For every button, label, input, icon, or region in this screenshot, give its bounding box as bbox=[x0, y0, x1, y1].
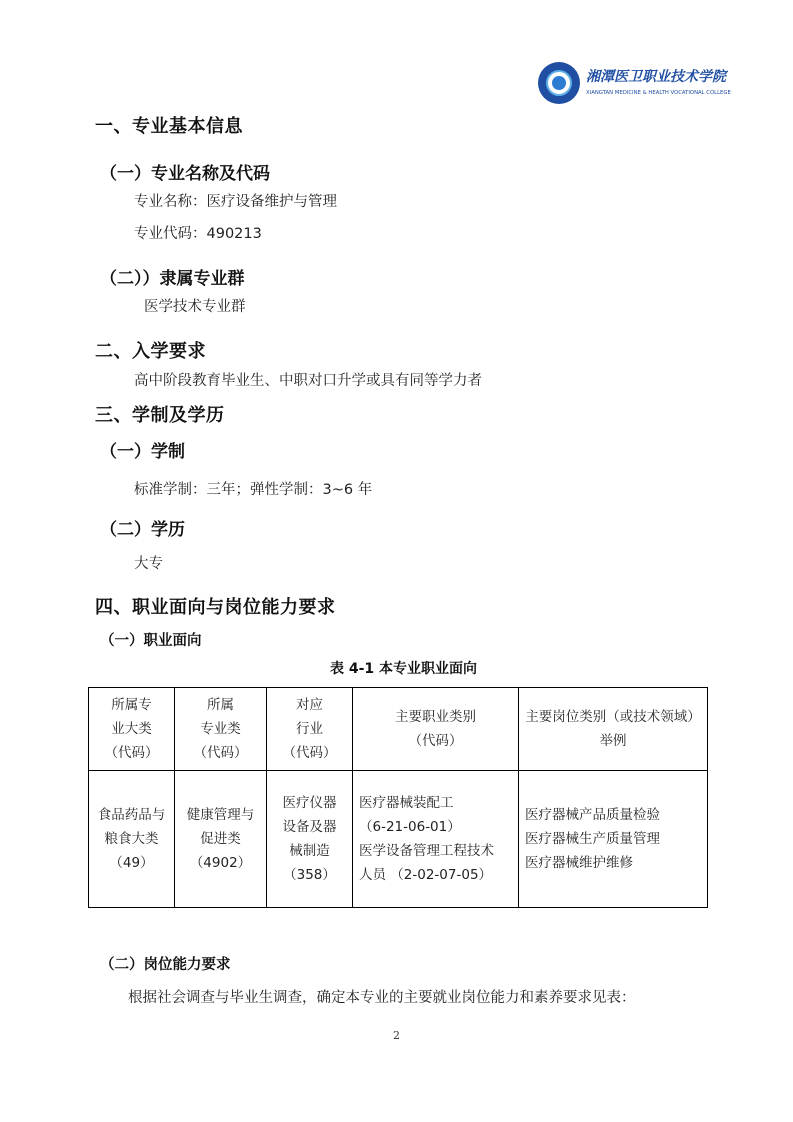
major-code: 专业代码：490213 bbox=[134, 226, 262, 242]
logo-name-en: XIANGTAN MEDICINE & HEALTH VOCATIONAL COLLEGE bbox=[586, 90, 731, 96]
section-4-1-heading: （一）职业面向 bbox=[100, 633, 202, 649]
table-header-row bbox=[89, 688, 708, 771]
section-4-2-heading: （二）岗位能力要求 bbox=[100, 957, 231, 973]
table-row bbox=[89, 771, 708, 908]
table-cell: 医疗器械产品质量检验 医疗器械生产质量管理 医疗器械维护维修 bbox=[519, 771, 708, 908]
page-number: 2 bbox=[393, 1029, 400, 1042]
header-cell: 主要岗位类别（或技术领域） 举例 bbox=[519, 688, 708, 771]
section-4-heading: 四、职业面向与岗位能力要求 bbox=[95, 597, 336, 618]
major-name: 专业名称：医疗设备维护与管理 bbox=[134, 194, 337, 210]
study-length: 标准学制：三年；弹性学制：3~6 年 bbox=[134, 482, 373, 498]
college-logo bbox=[538, 58, 731, 108]
section-4-2-text: 根据社会调查与毕业生调查，确定本专业的主要就业岗位能力和素养要求见表： bbox=[128, 990, 636, 1006]
section-1-2-heading: （二））隶属专业群 bbox=[100, 269, 245, 289]
section-3-heading: 三、学制及学历 bbox=[95, 405, 225, 426]
section-1-1-heading: （一）专业名称及代码 bbox=[100, 164, 270, 184]
career-orientation-table bbox=[88, 687, 708, 908]
college-emblem-icon bbox=[538, 62, 580, 104]
header-cell: 主要职业类别 （代码） bbox=[353, 688, 519, 771]
table-cell: 医疗仪器 设备及器 械制造 （358） bbox=[267, 771, 353, 908]
header-cell: 对应 行业 （代码） bbox=[267, 688, 353, 771]
section-1-heading: 一、专业基本信息 bbox=[95, 116, 243, 137]
admission-requirement: 高中阶段教育毕业生、中职对口升学或具有同等学力者 bbox=[134, 373, 482, 389]
header-cell: 所属专 业大类 （代码） bbox=[89, 688, 175, 771]
major-group: 医学技术专业群 bbox=[144, 299, 246, 315]
section-3-1-heading: （一）学制 bbox=[100, 442, 185, 462]
degree: 大专 bbox=[134, 556, 163, 572]
section-2-heading: 二、入学要求 bbox=[95, 341, 206, 362]
section-3-2-heading: （二）学历 bbox=[100, 520, 185, 540]
table-cell: 食品药品与 粮食大类 （49） bbox=[89, 771, 175, 908]
table-cell: 健康管理与 促进类 （4902） bbox=[175, 771, 267, 908]
table-cell: 医疗器械装配工 （6-21-06-01） 医学设备管理工程技术 人员 （2-02-07-05） bbox=[353, 771, 519, 908]
logo-name-cn: 湘潭医卫职业技术学院 bbox=[586, 69, 726, 85]
table-caption: 表 4-1 本专业职业面向 bbox=[330, 661, 478, 677]
header-cell: 所属 专业类 （代码） bbox=[175, 688, 267, 771]
